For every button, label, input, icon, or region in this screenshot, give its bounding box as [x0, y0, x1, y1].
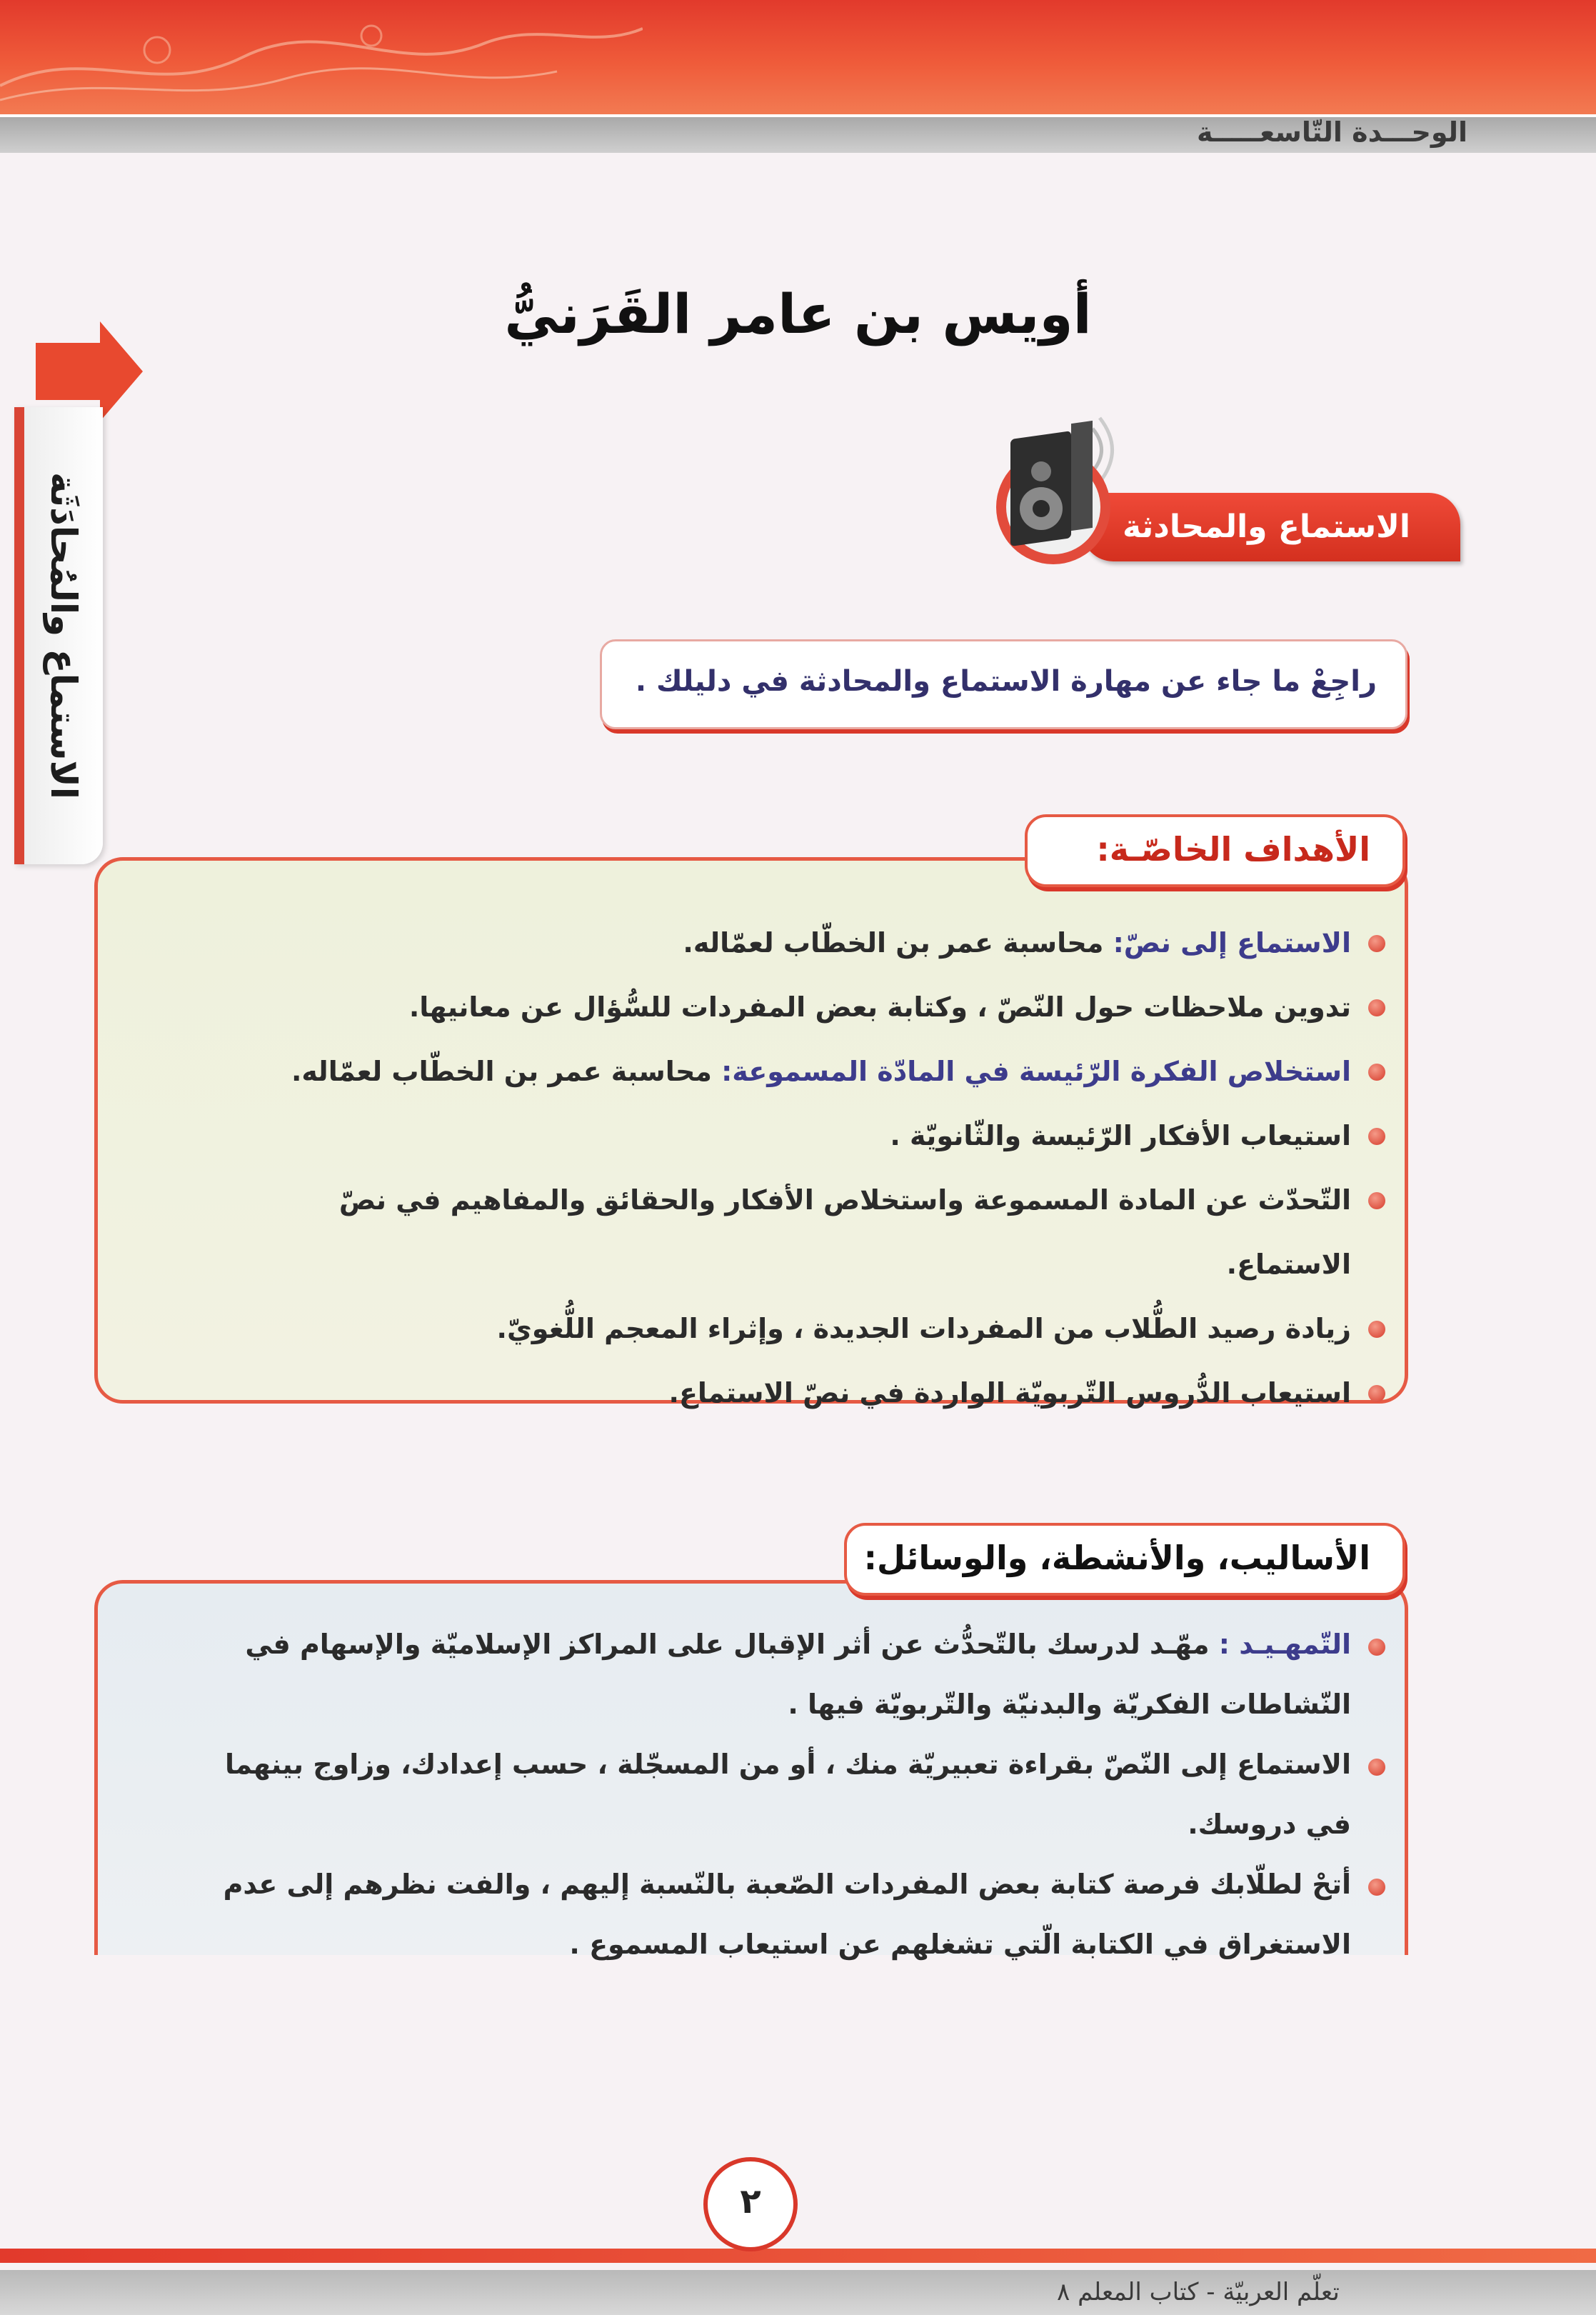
bullet-icon [1368, 935, 1385, 952]
side-tab-label: الاستماع والمُحادَثَة [43, 472, 84, 799]
list-item: الاستماع إلى النّصّ بقراءة تعبيريّة منك ، أو من المسجّلة ، حسب إعدادك، وزاوج بينهما في دروسك. [214, 1734, 1385, 1854]
list-item: التّحدّث عن المادة المسموعة واستخلاص الأفكار والحقائق والمفاهيم في نصّ الاستماع. [243, 1168, 1385, 1296]
review-note [600, 639, 1407, 729]
section-label-pill [1082, 493, 1460, 561]
bullet-icon [1368, 1128, 1385, 1145]
list-item: استخلاص الفكرة الرّئيسة في المادّة المسموعة: محاسبة عمر بن الخطّاب لعمّاله. [243, 1039, 1385, 1104]
objectives-heading: الأهداف الخاصّـة: [1096, 830, 1370, 869]
footer-band [0, 2249, 1596, 2263]
methods-list [214, 1614, 1385, 1974]
bullet-icon [1368, 1879, 1385, 1896]
lesson-title: أويس بن عامر القَرَنيُّ [504, 282, 1092, 346]
list-item: تدوين ملاحظات حول النّصّ ، وكتابة بعض المفردات للسُّؤال عن معانيها. [243, 975, 1385, 1039]
list-item: أتحْ لطلّابك فرصة كتابة بعض المفردات الصّعبة بالنّسبة إليهم ، والفت نظرهم إلى عدم الاستغراق في الكتابة الّتي تشغلهم عن استيعاب المسموع . [214, 1854, 1385, 1974]
bullet-icon [1368, 999, 1385, 1016]
objectives-list [243, 911, 1385, 1425]
list-item: استيعاب الأفكار الرّئيسة والثّانويّة . [243, 1104, 1385, 1168]
unit-title: الوحـــدة التّاسعـــــة [1197, 116, 1467, 148]
book-title: تعلّم العربيّة - كتاب المعلم ٨ [1057, 2278, 1340, 2306]
list-item: التّمهـيـد : مهّـد لدرسك بالتّحدُّث عن أثر الإقبال على المراكز الإسلاميّة والإسهام في النّشاطات الفكريّة والبدنيّة والتّربويّة فيها . [214, 1614, 1385, 1734]
list-item: زيادة رصيد الطُّلاب من المفردات الجديدة ، وإثراء المعجم اللُّغويّ. [243, 1296, 1385, 1361]
bullet-icon [1368, 1385, 1385, 1402]
list-item: استيعاب الدُّروس التّربويّة الواردة في نصّ الاستماع. [243, 1361, 1385, 1425]
bullet-icon [1368, 1759, 1385, 1776]
floral-ornament-icon [0, 0, 643, 114]
list-item: الاستماع إلى نصّ: محاسبة عمر بن الخطّاب لعمّاله. [243, 911, 1385, 975]
bullet-icon [1368, 1639, 1385, 1656]
page-number: ٢ [703, 2157, 798, 2251]
section-label: الاستماع والمحادثة [1123, 509, 1410, 545]
bullet-icon [1368, 1064, 1385, 1081]
methods-heading: الأساليب، والأنشطة، والوسائل: [863, 1539, 1370, 1577]
review-text: راجِعْ ما جاء عن مهارة الاستماع والمحادثة في دليلك . [635, 665, 1377, 698]
methods-heading-tag [844, 1523, 1405, 1596]
speaker-icon [985, 400, 1128, 571]
bullet-icon [1368, 1192, 1385, 1209]
top-banner [0, 0, 1596, 114]
bullet-icon [1368, 1321, 1385, 1338]
objectives-heading-tag [1025, 814, 1405, 887]
